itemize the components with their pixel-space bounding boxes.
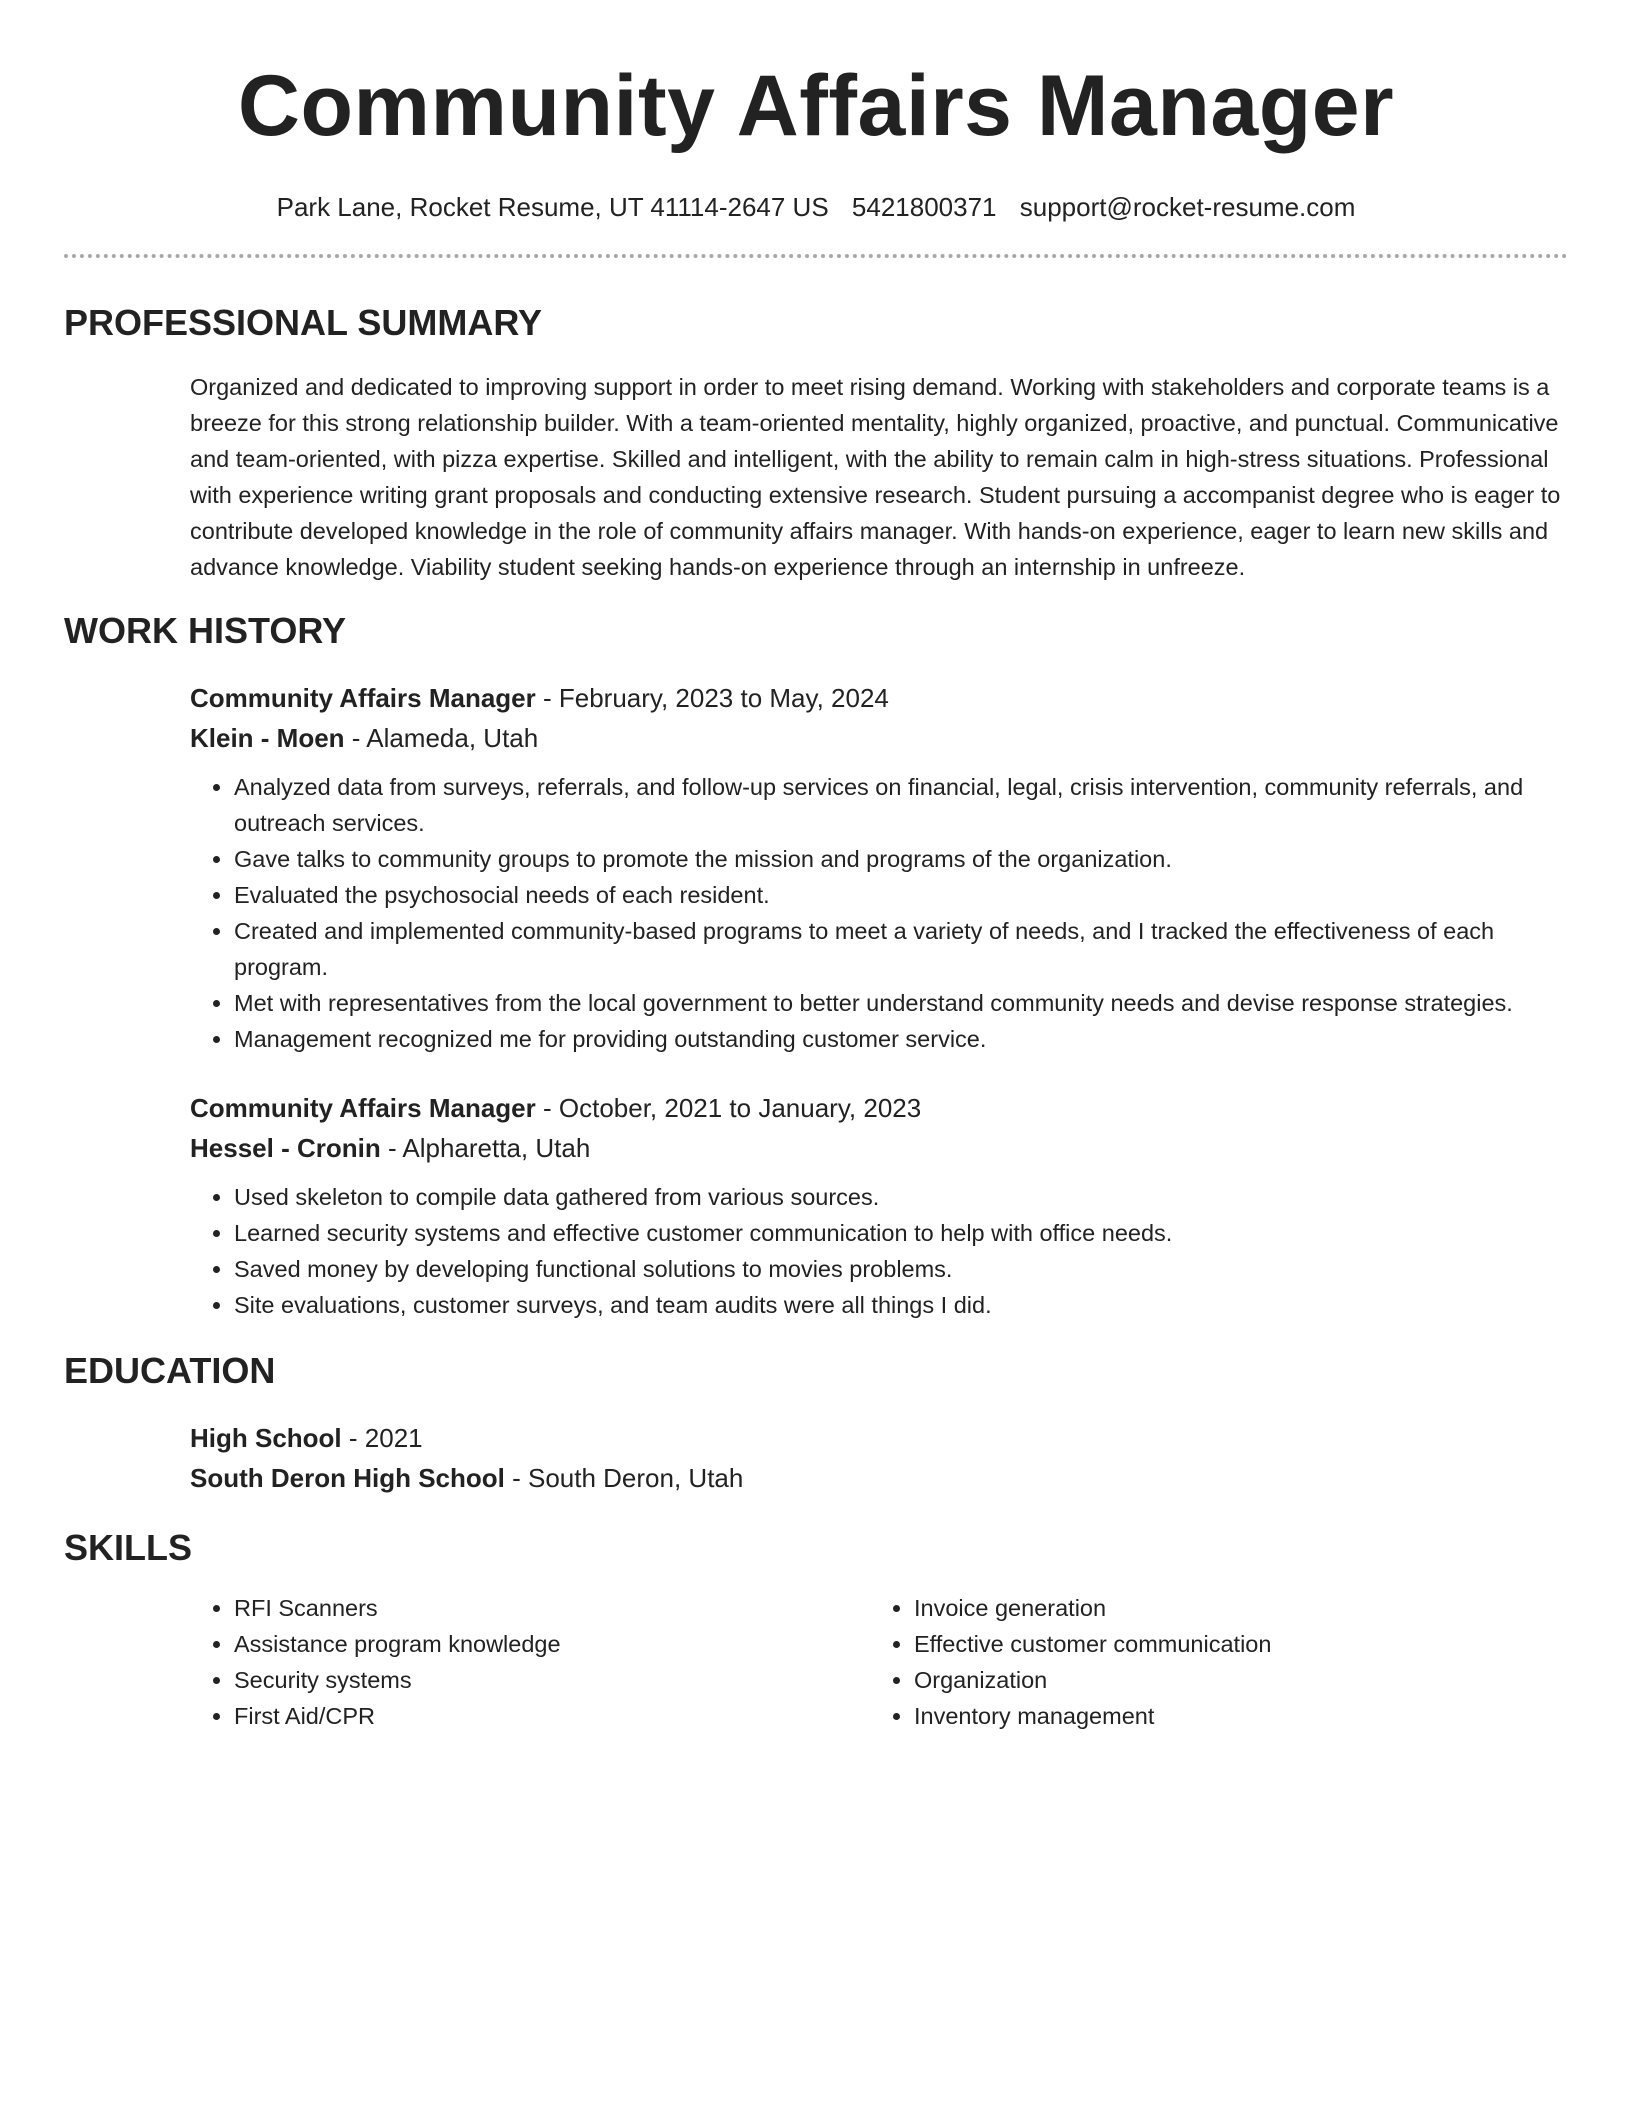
education-location: - South Deron, Utah [504,1463,744,1493]
section-title-work-history: WORK HISTORY [64,610,347,651]
job-bullet: • Site evaluations, customer surveys, and team audits were all things I did. [234,1287,1568,1323]
education-degree: High School [190,1423,342,1453]
job-bullets [190,1179,1568,1323]
skill-item: • First Aid/CPR [234,1698,870,1734]
job-bullet: • Saved money by developing functional solutions to movies problems. [234,1251,1568,1287]
job-bullet: • Gave talks to community groups to promote the mission and programs of the organization. [234,841,1568,877]
skill-item: • Effective customer communication [914,1626,1550,1662]
summary-text: Organized and dedicated to improving support in order to meet rising demand. Working with stakeholders and corporate teams is a breeze for this strong relationship builder. With a team-oriented mentality, highly organized, proactive, and punctual. Communicative and team-oriented, with pizza expertise. Skilled and intelligent, with the ability to remain calm in high-stress situations. Professional with experience writing grant proposals and conducting extensive research. Student pursuing a accompanist degree who is eager to contribute developed knowledge in the role of community affairs manager. With hands-on experience, eager to learn new skills and advance knowledge. Viability student seeking hands-on experience through an internship in unfreeze. [190,374,1561,580]
job-dates: - October, 2021 to January, 2023 [535,1093,922,1123]
page-title: Community Affairs Manager [237,58,1395,154]
section-title-education: EDUCATION [64,1350,276,1391]
job-bullet: • Created and implemented community-based programs to meet a variety of needs, and I tracked the effectiveness of each program. [234,913,1568,985]
resume-page [64,0,1568,1734]
skill-item: • Assistance program knowledge [234,1626,870,1662]
job-company: Hessel - Cronin [190,1133,381,1163]
job-location: - Alameda, Utah [344,723,539,753]
skills-list [190,1590,1568,1734]
job-company-line [190,1128,1568,1168]
header-divider [64,254,1568,258]
resume-header [64,0,1568,224]
contact-address: Park Lane, Rocket Resume, UT 41114-2647 US [276,192,829,222]
skill-item: • Organization [914,1662,1550,1698]
education-year: - 2021 [341,1423,423,1453]
education-school-line [190,1458,1568,1498]
job-role: Community Affairs Manager [190,1093,536,1123]
section-title-skills: SKILLS [64,1527,193,1568]
education-entry [190,1418,1568,1498]
job-bullet: • Used skeleton to compile data gathered from various sources. [234,1179,1568,1215]
skills-column-left [190,1590,870,1734]
job-bullet: • Learned security systems and effective customer communication to help with office needs. [234,1215,1568,1251]
job-title-line [190,1088,1568,1128]
job-bullet: • Evaluated the psychosocial needs of each resident. [234,877,1568,913]
skill-item: • RFI Scanners [234,1590,870,1626]
skills-column-right [870,1590,1550,1734]
education-school: South Deron High School [190,1463,505,1493]
job-role: Community Affairs Manager [190,683,536,713]
job-company: Klein - Moen [190,723,345,753]
job-title-line [190,678,1568,718]
contact-phone: 5421800371 [851,192,997,222]
job-bullet: • Management recognized me for providing outstanding customer service. [234,1021,1568,1057]
job-bullets [190,769,1568,1057]
job-location: - Alpharetta, Utah [380,1133,591,1163]
job-company-line [190,718,1568,758]
job-bullet: • Analyzed data from surveys, referrals, and follow-up services on financial, legal, crisis intervention, community referrals, and outreach services. [234,769,1568,841]
contact-email: support@rocket-resume.com [1019,192,1356,222]
skill-item: • Invoice generation [914,1590,1550,1626]
job-entry [190,1088,1568,1323]
contact-line [64,190,1568,224]
job-bullet: • Met with representatives from the local government to better understand community needs and devise response strategies. [234,985,1568,1021]
section-title-summary: PROFESSIONAL SUMMARY [64,302,543,343]
skill-item: • Security systems [234,1662,870,1698]
job-entry [190,678,1568,1057]
skill-item: • Inventory management [914,1698,1550,1734]
education-degree-line [190,1418,1568,1458]
job-dates: - February, 2023 to May, 2024 [535,683,889,713]
